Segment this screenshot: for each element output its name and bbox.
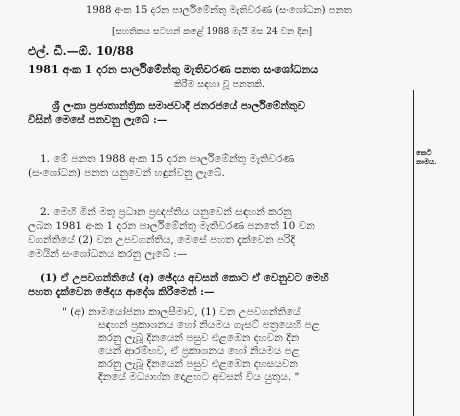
quote-a-line-4: යෙන් ආරම්භව, ඒ ප්‍රකාශනය හෝ නියමය පළ [98,345,300,357]
page-header: 1988 අංක 15 දරන පාර්ලිමේන්තු මැතිවරණ (සංශෝධන) පනත [86,5,352,16]
quote-a-line-2: සඳහන් ප්‍රකාශනය හෝ නියමය ගැසට් පත්‍රයෙහි පළ [98,319,320,331]
section-2-line-2: ලබන 1981 අංක 1 දරන පාර්ලිමේන්තු මැතිවරණ පනතේ 10 වන [28,220,315,232]
margin-note-1-line-2: නාමය. [416,157,437,166]
quote-a-line-6: දිනයේ මධ්‍යාහ්න දොළහට අවසන් විය යුතුය. " [98,371,300,383]
certificate-date: [සහතිකය සටහන් කළේ 1988 මැයි මස 24 වන දින] [112,27,313,37]
act-number: එල්. ඩී.—ඕ. 10/88 [28,44,134,58]
section-2-line-1: 2. මෙහි මින් මතු ප්‍රධාන ප්‍රඥප්තිය යනුවෙන් සඳහන් කරනු [40,206,292,218]
enacting-clause-line-2: විසින් මෙසේ පනවනු ලැබේ :— [28,114,168,126]
section-2-line-4: මෙයින් සංශෝධනය කරනු ලැබේ :— [28,248,188,260]
long-title-line-2: කිරීම සඳහා වූ පනතකි. [174,79,266,90]
margin-note-1-line-1: කෙටි [416,148,432,157]
long-title-line-1: 1981 අංක 1 දරන පාර්ලිමේන්තු මැතිවරණ පනත සංශෝධනය [28,63,319,76]
quote-a-line-1: " (අ) නාමයෝජනා කාලසීමාව, (1) වන උපවගන්තියේ [62,306,301,318]
clause-1-line-2: පහත දැක්වෙන ඡේදය ආදේශ කිරීමෙන් :— [28,286,215,298]
quote-a-line-5: කරනු ලැබූ දිනයෙන් පසුව එළඹෙන දහසයවන [98,358,298,370]
margin-rule [413,90,414,416]
section-2-line-3: වගන්තියේ (2) වන උපවගන්තිය, මෙසේ පහත දැක්වෙන පරිදි [28,234,296,246]
margin-note-short-title [416,148,437,166]
clause-1-line-1: (1) ඒ උපවගන්තියේ (අ) ඡේදය අවසන් කොට ඒ වෙනුවට මෙහි [40,272,329,284]
quote-a-line-3: කරනු ලැබූ දිනයෙන් පසුව එළඹෙන දහවන දින [98,332,300,344]
enacting-clause-line-1: ශ්‍රී ලංකා ප්‍රජාතාන්ත්‍රික සමාජවාදී ජනරජයේ පාර්ලිමේන්තුව [52,100,306,112]
section-1-line-2: (සංශෝධන) පනත යනුවෙන් හඳුන්වනු ලැබේ. [28,167,225,179]
section-1-line-1: 1. මේ පනත 1988 අංක 15 දරන පාර්ලිමේන්තු මැතිවරණ [40,153,295,165]
